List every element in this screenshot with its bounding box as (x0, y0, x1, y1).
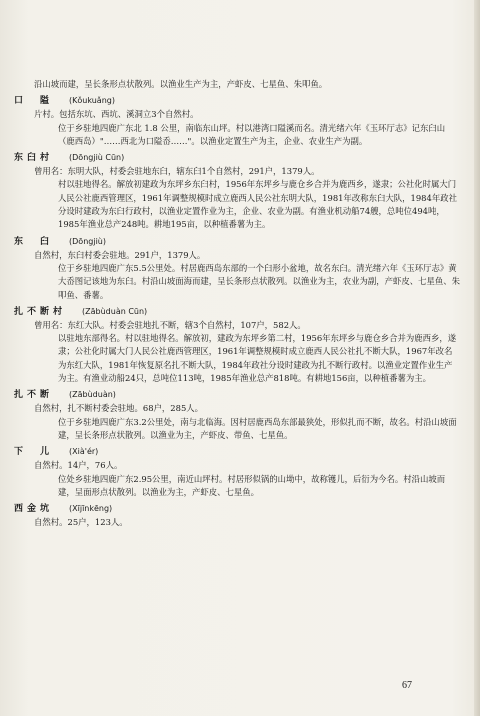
entry-name: 东臼村 (14, 153, 54, 164)
gazetteer-entries (14, 78, 460, 529)
entry-paragraph: 曾用名：东红大队。村委会驻地扎不断，辖3个自然村，107户，582人。 (34, 319, 306, 330)
entry-heading (14, 445, 460, 459)
entry-name: 东 臼 (14, 236, 54, 247)
entry-pinyin: (Xījīnkēng) (69, 504, 113, 514)
entry-pinyin: (Dōngjiù) (69, 236, 106, 246)
page-number: 67 (402, 680, 412, 691)
entry-pinyin: (Zābùduàn Cūn) (82, 306, 148, 316)
entry-name: 扎不断 (14, 390, 54, 401)
entry-pinyin: (Zābùduàn) (69, 390, 116, 400)
entry-heading (14, 305, 460, 319)
entry-paragraph: 村以驻地得名。解放初建政为东坪乡东臼村，1956年东坪乡与鹿仓乡合并为鹿西乡，遂隶；公社化时属大门人民公社鹿西管理区，1961年调整规模时成立鹿西人民公社东明大队，1981年改称东臼大队，1984年政社分设时建政为东臼行政村，以渔业定置作业为主，企业、农业为副。有渔业机动船74艘，总吨位494吨，1985年渔业总产248吨。耕地195亩，以种植番薯为主。 (58, 179, 457, 230)
entry-paragraph: 位于乡驻地四鹿广东5.5公里处。村居鹿西岛东部的一个臼形小盆地，故名东臼。清光绪六年《玉环厅志》黄大岙图记该地为东臼。村沿山坡面海而建，呈长条形点状散列。以渔业为主，农业为副，产虾皮、七星鱼、朱叩鱼、番薯。 (58, 262, 460, 300)
entry-paragraph: 自然村，扎不断村委会驻地。68户，285人。 (34, 403, 204, 414)
entry-name: 扎不断村 (14, 306, 67, 317)
page-edge (474, 0, 480, 716)
entry-heading (14, 502, 460, 516)
entry-pinyin: (Kǒukuǎng) (69, 96, 115, 106)
entry-paragraph: 自然村，东臼村委会驻地。291户，1379人。 (34, 249, 206, 260)
entry-pinyin: (Dōngjiù Cūn) (69, 153, 125, 163)
entry-paragraph: 以驻地东部得名。村以驻地得名。解放初，建政为东坪乡第二村，1956年东坪乡与鹿仓乡合并为鹿西乡，遂隶；公社化时属大门人民公社鹿西管理区，1961年调整规模时成立鹿西人民公社扎不断大队，1967年改名为东红大队，1981年恢复原名扎不断大队，1984年政社分设时建政为扎不断行政村。以渔业定置作业生产为主。有渔业动船24只，总吨位113吨，1985年渔业总产818吨。有耕地156亩，以种植番薯为主。 (58, 333, 457, 384)
entry-paragraph: 位于乡驻地四鹿广东北 1.8 公里，南临东山坪。村以港湾口隘溪而名。清光绪六年《玉环厅志》记东臼山（鹿西岛）"……西北为口隘岙……"。以渔业定置生产为主，企业、农业生产为副。 (58, 122, 446, 146)
entry-paragraph: 片村。包括东坑、西坑、溪洞立3个自然村。 (34, 109, 199, 120)
entry-pinyin: (Xià'ér) (69, 447, 99, 457)
entry-heading (14, 151, 460, 165)
entry-paragraph: 自然村。14户，76人。 (34, 460, 123, 471)
entry-name: 西金坑 (14, 504, 54, 515)
entry-paragraph: 沿山坡而建，呈长条形点状散列。以渔业生产为主，产虾皮、七星鱼、朱叩鱼。 (34, 79, 328, 89)
entry-paragraph: 位于乡驻地四鹿广东3.2公里处，南与北临海。因村居鹿西岛东部最狭处，形似扎而不断，故名。村沿山坡面建，呈长条形点状散列。以渔业为主，产虾皮、带鱼、七星鱼。 (58, 416, 457, 440)
entry-paragraph: 位处乡驻地四鹿广东2.95公里，南近山坪村。村居形似锅的山坳中，故称镬儿，后衍为今名。村沿山坡而建，呈面形点状散列。以渔业为主，产虾皮、七星鱼。 (58, 473, 446, 497)
entry-heading (14, 94, 460, 108)
entry-name: 下 儿 (14, 447, 54, 458)
entry-heading (14, 235, 460, 249)
entry-heading (14, 388, 460, 402)
entry-name: 口 隘 (14, 96, 54, 107)
entry-paragraph: 曾用名：东明大队，村委会驻地东臼，辖东臼1个自然村，291户，1379人。 (34, 166, 320, 177)
entry-paragraph: 自然村。25户，123人。 (34, 517, 128, 528)
